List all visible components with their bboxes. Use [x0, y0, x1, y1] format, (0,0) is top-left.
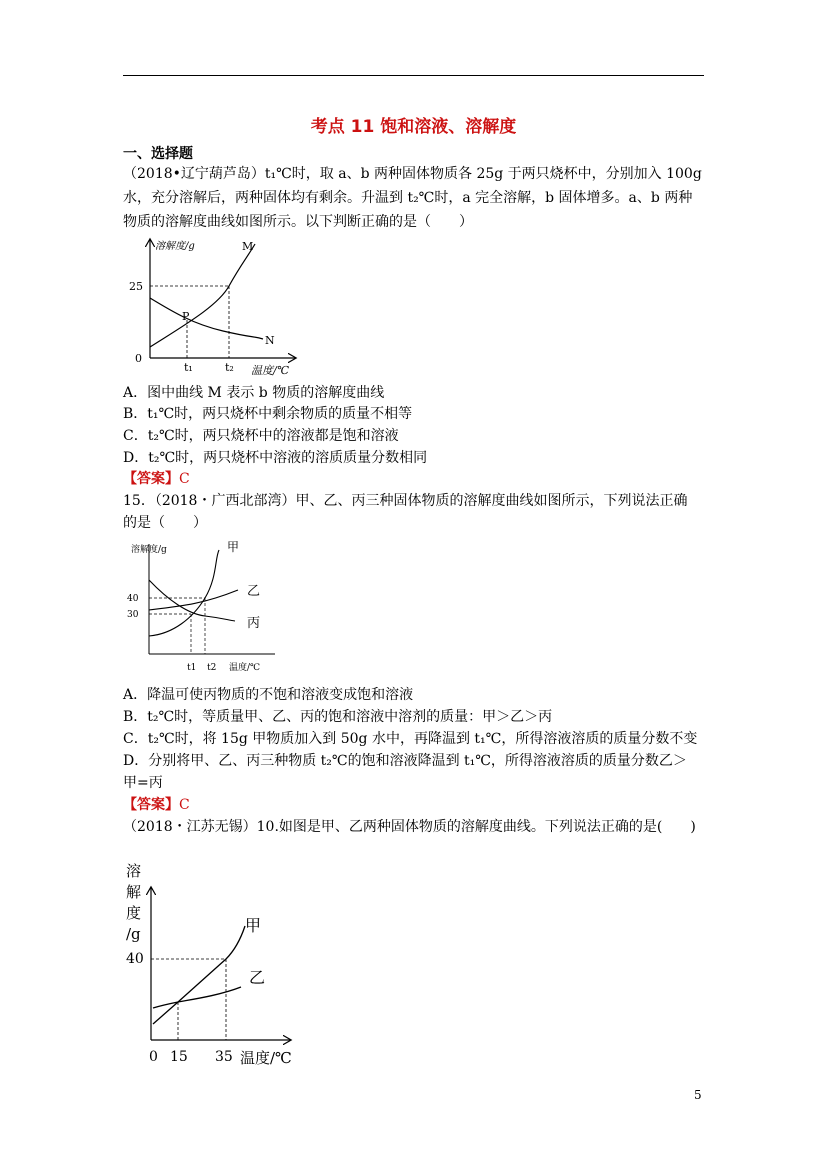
- q1-stem-line-3: 物质的溶解度曲线如图所示。以下判断正确的是（ ）: [123, 214, 473, 230]
- page-number: 5: [694, 1088, 702, 1102]
- q3-stem-line: （2018・江苏无锡）10.如图是甲、乙两种固体物质的溶解度曲线。下列说法正确的是( ): [123, 819, 696, 835]
- q1-stem-line-1: （2018•辽宁葫芦岛）t₁℃时，取 a、b 两种固体物质各 25g 于两只烧杯中，分别加入 100g: [123, 166, 702, 182]
- q3-curve-jia: [153, 926, 245, 1024]
- q1-curve-m: [150, 244, 255, 347]
- q1-answer-label: 【答案】: [123, 471, 179, 487]
- q2-curve-jia: [149, 550, 219, 636]
- q2-stem-line-2: 的是（ ）: [123, 515, 207, 531]
- q3-origin-label: 0: [149, 1049, 158, 1065]
- q3-xtick2-label: 35: [215, 1049, 233, 1065]
- q3-curve-yi: [153, 987, 241, 1008]
- q2-option-d-line-2: 甲=丙: [123, 775, 163, 791]
- q1-point-p-label: P: [182, 310, 190, 323]
- q2-stem-line-1: 15．（2018・广西北部湾）甲、乙、丙三种固体物质的溶解度曲线如图所示，下列说法正确: [123, 493, 688, 509]
- q2-y-label: 溶解度/g: [131, 545, 167, 555]
- page-title: 考点 11 饱和溶液、溶解度: [310, 117, 517, 137]
- q3-ylabel-char-4: /g: [126, 925, 141, 943]
- q2-x-label: 温度/℃: [229, 663, 261, 673]
- q1-xtick2-label: t₂: [225, 361, 234, 374]
- q3-curve-yi-label: 乙: [249, 968, 266, 987]
- q2-xtick2-label: t2: [207, 663, 217, 673]
- q2-option-d-line-1: D．分别将甲、乙、丙三种物质 t₂℃的饱和溶液降温到 t₁℃，所得溶液溶质的质量分数乙＞: [123, 753, 687, 769]
- q1-ytick-label: 25: [129, 280, 143, 293]
- q1-curve-n-label: N: [265, 334, 275, 347]
- header-rule: [123, 75, 704, 76]
- q1-option-a: A．图中曲线 M 表示 b 物质的溶解度曲线: [123, 385, 385, 401]
- q1-y-label: 溶解度/g: [155, 241, 195, 252]
- q1-curve-n: [150, 298, 263, 339]
- q3-ytick-label: 40: [126, 951, 144, 967]
- q3-ylabel-char-3: 度: [126, 904, 142, 922]
- q3-xtick1-label: 15: [170, 1049, 188, 1065]
- q3-x-label: 温度/℃: [240, 1049, 292, 1067]
- q3-curve-jia-label: 甲: [245, 916, 262, 935]
- q1-stem-line-2: 水，充分溶解后，两种固体均有剩余。升温到 t₂℃时，a 完全溶解，b 固体增多。a、b 两种: [123, 190, 693, 206]
- q1-xtick1-label: t₁: [184, 361, 193, 374]
- q3-ylabel-char-2: 解: [126, 883, 142, 901]
- q1-option-d: D．t₂℃时，两只烧杯中溶液的溶质质量分数相同: [123, 450, 428, 466]
- q2-solubility-graph: [123, 538, 283, 678]
- q1-x-label: 温度/℃: [251, 364, 290, 377]
- q1-origin-label: 0: [135, 352, 142, 365]
- q1-solubility-graph: [123, 236, 313, 376]
- q2-option-b: B．t₂℃时，等质量甲、乙、丙的饱和溶液中溶剂的质量：甲＞乙＞丙: [123, 709, 553, 725]
- q3-solubility-graph: [123, 858, 308, 1068]
- q2-option-a: A．降温可使丙物质的不饱和溶液变成饱和溶液: [123, 687, 414, 703]
- q2-answer-label: 【答案】: [123, 797, 179, 813]
- q2-answer: [123, 795, 708, 815]
- q1-option-c: C．t₂℃时，两只烧杯中的溶液都是饱和溶液: [123, 428, 399, 444]
- q3-ylabel-char-1: 溶: [126, 862, 142, 880]
- q2-curve-jia-label: 甲: [227, 540, 240, 554]
- q2-ytick1-label: 40: [127, 594, 139, 604]
- q2-option-c: C．t₂℃时，将 15g 甲物质加入到 50g 水中，再降温到 t₁℃，所得溶液溶质的质量分数不变: [123, 731, 698, 747]
- q2-curve-bing-label: 丙: [247, 616, 261, 631]
- q2-curve-yi-label: 乙: [247, 584, 261, 599]
- q1-curve-m-label: M: [242, 240, 254, 253]
- q2-answer-value: C: [179, 797, 190, 813]
- q2-xtick1-label: t1: [187, 663, 197, 673]
- q2-ytick2-label: 30: [127, 610, 139, 620]
- q1-answer: [123, 469, 708, 489]
- q1-answer-value: C: [179, 471, 190, 487]
- section-heading: 一、选择题: [123, 146, 193, 162]
- q1-option-b: B．t₁℃时，两只烧杯中剩余物质的质量不相等: [123, 406, 413, 422]
